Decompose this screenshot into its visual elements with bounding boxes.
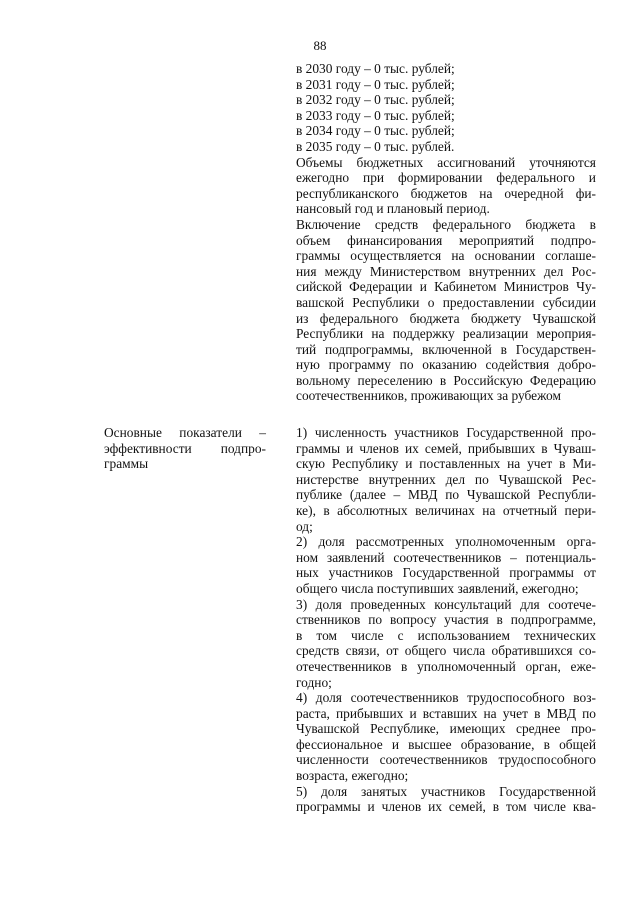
label-line: эффективности подпро- <box>104 440 266 456</box>
text-line: программы и членов их семей, в том числе ква- <box>296 799 596 815</box>
label-line: граммы <box>104 456 149 472</box>
text-line: ном заявлений соотечественников – потенциаль- <box>296 549 596 565</box>
text-line: средств связи, от общего числа обратившихся со- <box>296 643 596 659</box>
indicator-item <box>296 425 596 534</box>
text-line: 1) численность участников Государственной про- <box>296 425 596 440</box>
text-line: 2) доля рассмотренных уполномоченным орга- <box>296 534 596 550</box>
text-line: Включение средств федерального бюджета в <box>296 216 596 232</box>
text-line: объем финансирования мероприятий подпро- <box>296 232 596 248</box>
funding-year-line: в 2033 году – 0 тыс. рублей; <box>296 107 455 123</box>
text-line: вольному переселению в Российскую Федерацию <box>296 372 596 388</box>
text-line: 4) доля соотечественников трудоспособного воз- <box>296 690 596 706</box>
text-line: отечественников в уполномоченный орган, еже- <box>296 658 596 674</box>
text-line: од; <box>296 518 313 534</box>
label-line: Основные показатели – <box>104 425 266 440</box>
text-line: Объемы бюджетных ассигнований уточняются <box>296 154 596 170</box>
text-line: Республики на поддержку реализации мероприя- <box>296 326 596 342</box>
text-line: сийской Федерации и Кабинетом Министров Чу- <box>296 279 596 295</box>
text-line: возраста, ежегодно; <box>296 768 409 784</box>
text-line: годно; <box>296 674 332 690</box>
indicators-list <box>296 425 596 815</box>
funding-year-line: в 2034 году – 0 тыс. рублей; <box>296 123 455 139</box>
funding-year-line: в 2035 году – 0 тыс. рублей. <box>296 138 455 154</box>
text-line: 3) доля проведенных консультаций для соотече- <box>296 596 596 612</box>
indicator-item <box>296 784 596 815</box>
text-line: вашской Республики о предоставлении субсидии <box>296 294 596 310</box>
text-line: ния между Министерством внутренних дел Рос- <box>296 263 596 279</box>
indicator-item <box>296 534 596 596</box>
text-line: публике (далее – МВД по Чувашской Республи- <box>296 487 596 503</box>
text-line: в том числе с использованием технических <box>296 627 596 643</box>
text-line: из федерального бюджета бюджету Чувашской <box>296 310 596 326</box>
funding-years-list <box>296 61 596 155</box>
funding-year-line: в 2032 году – 0 тыс. рублей; <box>296 92 455 108</box>
text-line: численности соотечественников трудоспособного <box>296 752 596 768</box>
text-line: граммы и членов их семей, прибывших в Чуваш- <box>296 440 596 456</box>
text-line: фессиональное и высшее образование, в общей <box>296 736 596 752</box>
text-line: Чувашской Республике, имеющих среднее про- <box>296 721 596 737</box>
text-line: ежегодно при формировании федерального и <box>296 170 596 186</box>
text-line: нистерстве внутренних дел по Чувашской Рес- <box>296 471 596 487</box>
text-line: ную программу по оказанию содействия добро- <box>296 357 596 373</box>
text-line: скую Республику и поставленных на учет в Ми- <box>296 456 596 472</box>
text-line: республиканского бюджетов на очередной фи- <box>296 185 596 201</box>
text-line: общего числа поступивших заявлений, ежегодно; <box>296 580 579 596</box>
federal-funding-paragraph <box>296 217 596 404</box>
text-line: соотечественников, проживающих за рубежом <box>296 388 561 404</box>
text-line: нансовый год и плановый период. <box>296 201 490 217</box>
funding-details <box>296 61 596 404</box>
text-line: ных участников Государственной программы от <box>296 565 596 581</box>
text-line: 5) доля занятых участников Государственной <box>296 783 596 799</box>
funding-year-line: в 2030 году – 0 тыс. рублей; <box>296 61 455 76</box>
text-line: ственников по вопросу участия в подпрограмме, <box>296 612 596 628</box>
indicator-item <box>296 597 596 691</box>
text-line: раста, прибывших и вставших на учет в МВД по <box>296 705 596 721</box>
indicators-label <box>104 425 266 472</box>
indicator-item <box>296 690 596 784</box>
budget-paragraph <box>296 155 596 217</box>
text-line: граммы осуществляется на основании соглаше- <box>296 248 596 264</box>
funding-year-line: в 2031 году – 0 тыс. рублей; <box>296 76 455 92</box>
text-line: ке), в абсолютных величинах на отчетный пери- <box>296 502 596 518</box>
page-number: 88 <box>313 38 327 53</box>
text-line: тий подпрограммы, включенной в Государствен- <box>296 341 596 357</box>
